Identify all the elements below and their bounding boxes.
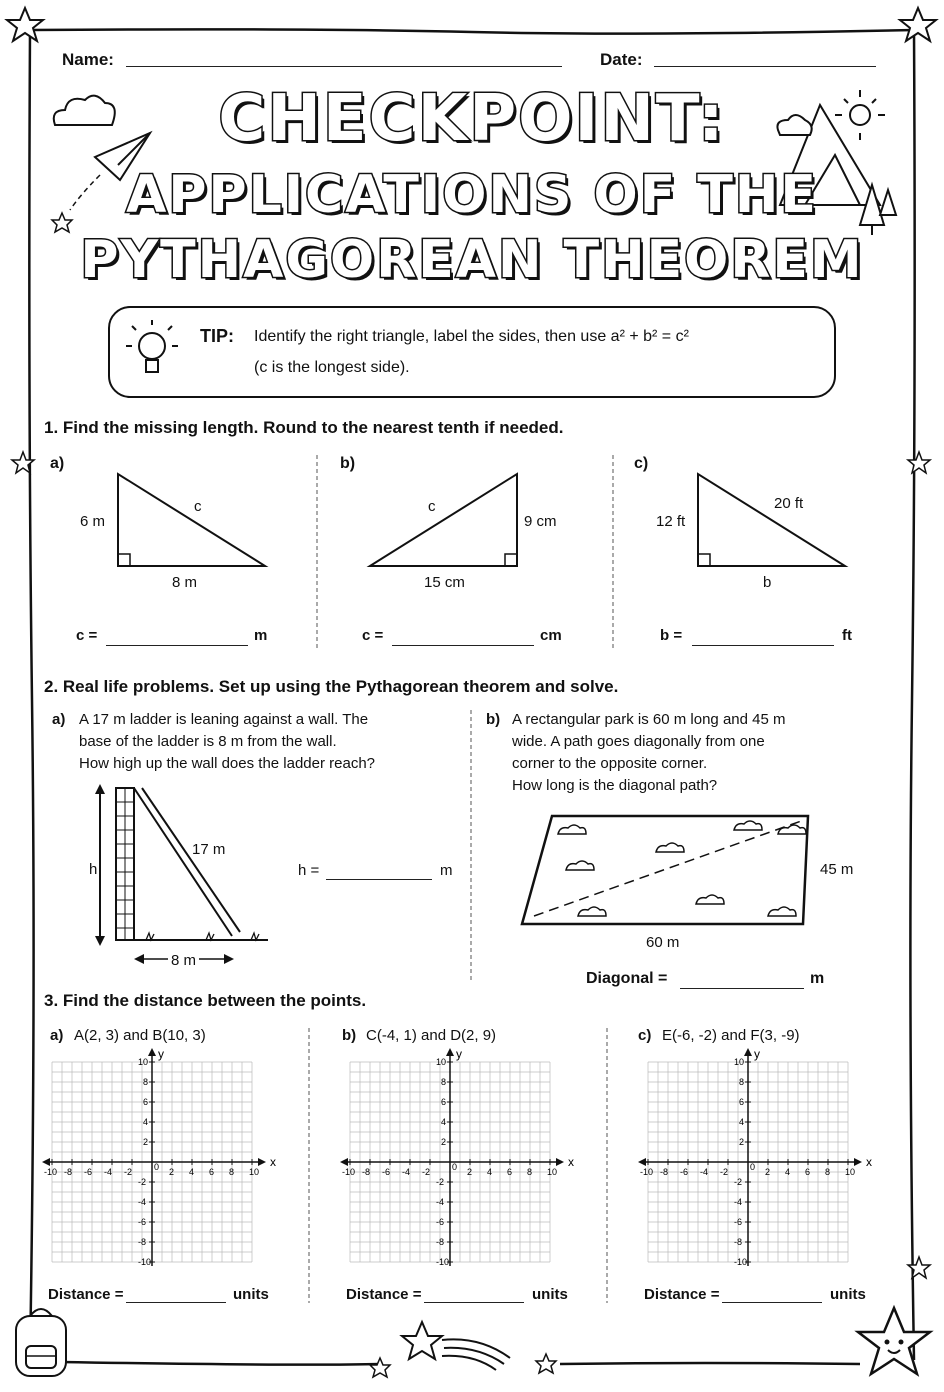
y-tick-label: -6 (436, 1217, 445, 1227)
q3a-label: a) (50, 1027, 64, 1044)
origin-label: 0 (154, 1162, 160, 1172)
y-tick-label: 8 (441, 1077, 447, 1087)
x-tick-label: -4 (700, 1167, 709, 1177)
q2a-answer-field[interactable] (326, 879, 432, 880)
triangle-b (362, 468, 532, 578)
y-tick-label: 8 (739, 1077, 745, 1087)
y-tick-label: 2 (441, 1137, 447, 1147)
q2a-line1: A 17 m ladder is leaning against a wall. The (79, 711, 369, 728)
q1b-side1: 9 cm (524, 513, 557, 530)
section1-heading: 1. Find the missing length. Round to the nearest tenth if needed. (44, 418, 564, 437)
title-line3: PYTHAGOREAN THEOREM (80, 230, 864, 290)
x-tick-label: -10 (342, 1167, 356, 1177)
y-tick-label: -8 (436, 1237, 445, 1247)
backpack-icon (8, 1300, 78, 1384)
q3c-answer-label: Distance = (644, 1286, 720, 1303)
star-icon (906, 1255, 932, 1281)
y-tick-label: -10 (734, 1257, 748, 1267)
q2a-h: h (89, 861, 98, 878)
q3a-answer-field[interactable] (126, 1302, 226, 1303)
y-tick-label: 4 (739, 1117, 745, 1127)
shooting-star-icon (370, 1318, 570, 1380)
x-arrow (42, 1158, 50, 1166)
y-tick-label: 2 (143, 1137, 149, 1147)
title-line1: CHECKPOINT: (218, 82, 726, 156)
q3c-answer-field[interactable] (722, 1302, 822, 1303)
q2b-label: b) (486, 711, 501, 728)
q1b-hyp: c (428, 498, 436, 515)
y-tick-label: -4 (138, 1197, 147, 1207)
x-tick-label: 4 (785, 1167, 791, 1177)
x-tick-label: -10 (640, 1167, 654, 1177)
x-tick-label: 2 (467, 1167, 473, 1177)
x-tick-label: 10 (249, 1167, 260, 1177)
x-arrow (258, 1158, 266, 1166)
q1c-answer-label: b = (660, 627, 683, 644)
q3b-points: C(-4, 1) and D(2, 9) (366, 1027, 497, 1044)
x-tick-label: -8 (362, 1167, 371, 1177)
ladder-diagram (86, 782, 276, 972)
y-tick-label: -8 (734, 1237, 743, 1247)
triangle-a (110, 468, 280, 578)
coordinate-grid-c[interactable] (636, 1047, 876, 1267)
x-tick-label: 4 (189, 1167, 195, 1177)
q1a-side2: 8 m (172, 574, 198, 591)
x-tick-label: 2 (765, 1167, 771, 1177)
smiling-star-icon (852, 1304, 936, 1384)
q1c-hyp: 20 ft (774, 495, 804, 512)
x-tick-label: 10 (845, 1167, 856, 1177)
q3a-unit: units (233, 1286, 269, 1303)
q2a-answer-label: h = (298, 862, 320, 879)
x-tick-label: -8 (64, 1167, 73, 1177)
section2-heading: 2. Real life problems. Set up using the Pythagorean theorem and solve. (44, 677, 619, 696)
y-arrow (446, 1048, 454, 1056)
q3b-answer-label: Distance = (346, 1286, 422, 1303)
q2b-line4: How long is the diagonal path? (512, 777, 718, 794)
grid-svg[interactable] (40, 1047, 280, 1267)
x-tick-label: -6 (680, 1167, 689, 1177)
y-tick-label: -4 (734, 1197, 743, 1207)
q3b-answer-field[interactable] (424, 1302, 524, 1303)
q1c-unit: ft (842, 627, 852, 644)
x-axis-label: x (270, 1155, 276, 1169)
q2b-answer-label: Diagonal = (586, 970, 668, 987)
q1c-missing: b (763, 574, 772, 591)
star-icon (906, 450, 932, 476)
lightbulb-icon (120, 320, 184, 384)
y-tick-label: -8 (138, 1237, 147, 1247)
park-diagram (518, 812, 814, 930)
q2a-label: a) (52, 711, 66, 728)
divider (308, 1028, 310, 1303)
divider (612, 455, 614, 650)
x-tick-label: -2 (422, 1167, 431, 1177)
x-axis-label: x (568, 1155, 574, 1169)
q1a-answer-label: c = (76, 627, 98, 644)
q3a-points: A(2, 3) and B(10, 3) (74, 1027, 206, 1044)
q1a-label: a) (50, 455, 65, 472)
q3c-unit: units (830, 1286, 866, 1303)
x-tick-label: 4 (487, 1167, 493, 1177)
y-tick-label: -2 (138, 1177, 147, 1187)
y-axis-label: y (754, 1047, 760, 1061)
x-tick-label: -2 (720, 1167, 729, 1177)
q2a-base: 8 m (168, 952, 199, 969)
q2a-unit: m (440, 862, 453, 879)
origin-label: 0 (750, 1162, 756, 1172)
grid-svg[interactable] (636, 1047, 876, 1267)
x-tick-label: -6 (84, 1167, 93, 1177)
x-tick-label: 6 (209, 1167, 215, 1177)
x-tick-label: -8 (660, 1167, 669, 1177)
name-field[interactable] (126, 66, 562, 67)
q3a-answer-label: Distance = (48, 1286, 124, 1303)
q1b-side2: 15 cm (424, 574, 465, 591)
x-arrow (638, 1158, 646, 1166)
q3c-label: c) (638, 1027, 652, 1044)
q1c-side1: 12 ft (656, 513, 686, 530)
grid-svg[interactable] (338, 1047, 578, 1267)
x-tick-label: 2 (169, 1167, 175, 1177)
tip-label: TIP: (200, 326, 234, 346)
y-tick-label: -10 (138, 1257, 152, 1267)
x-tick-label: -4 (104, 1167, 113, 1177)
coordinate-grid-b[interactable] (338, 1047, 578, 1267)
title-line2: APPLICATIONS OF THE (126, 165, 818, 225)
y-tick-label: 10 (138, 1057, 149, 1067)
divider (316, 455, 318, 650)
q1a-side1: 6 m (80, 513, 106, 530)
q2a-line3: How high up the wall does the ladder reach? (79, 755, 376, 772)
q1c-answer-field[interactable] (692, 645, 834, 646)
y-axis-label: y (158, 1047, 164, 1061)
q1a-answer-field[interactable] (106, 645, 248, 646)
y-axis-label: y (456, 1047, 462, 1061)
q1b-unit: cm (540, 627, 562, 644)
q1a-hyp: c (194, 498, 202, 515)
q2a-line2: base of the ladder is 8 m from the wall. (79, 733, 337, 750)
y-arrow (744, 1048, 752, 1056)
triangle-c (690, 468, 860, 578)
x-tick-label: -10 (44, 1167, 58, 1177)
y-tick-label: -6 (138, 1217, 147, 1227)
q2a-ladder: 17 m (192, 841, 226, 858)
tip-box (108, 306, 836, 398)
y-arrow (148, 1048, 156, 1056)
name-label: Name: (62, 50, 114, 69)
q1c-label: c) (634, 455, 649, 472)
date-label: Date: (600, 50, 643, 69)
x-tick-label: 6 (805, 1167, 811, 1177)
y-tick-label: -4 (436, 1197, 445, 1207)
date-field[interactable] (654, 66, 876, 67)
star-icon (5, 5, 45, 45)
q1b-answer-field[interactable] (392, 645, 534, 646)
divider (606, 1028, 608, 1303)
x-tick-label: 8 (527, 1167, 533, 1177)
q2b-answer-field[interactable] (680, 988, 804, 989)
q3c-points: E(-6, -2) and F(3, -9) (662, 1027, 800, 1044)
q2b-unit: m (810, 970, 825, 987)
x-tick-label: 6 (507, 1167, 513, 1177)
x-tick-label: 10 (547, 1167, 558, 1177)
y-tick-label: 10 (734, 1057, 745, 1067)
q1b-answer-label: c = (362, 627, 384, 644)
x-arrow (854, 1158, 862, 1166)
y-tick-label: 6 (441, 1097, 447, 1107)
x-tick-label: -6 (382, 1167, 391, 1177)
q2b-line3: corner to the opposite corner. (512, 755, 708, 772)
x-arrow (556, 1158, 564, 1166)
y-tick-label: -6 (734, 1217, 743, 1227)
y-tick-label: 4 (441, 1117, 447, 1127)
y-tick-label: -2 (734, 1177, 743, 1187)
q1a-unit: m (254, 627, 268, 644)
divider (470, 710, 472, 980)
y-tick-label: 10 (436, 1057, 447, 1067)
q3b-unit: units (532, 1286, 568, 1303)
y-tick-label: 6 (143, 1097, 149, 1107)
y-tick-label: -2 (436, 1177, 445, 1187)
y-tick-label: 4 (143, 1117, 149, 1127)
y-tick-label: -10 (436, 1257, 450, 1267)
star-icon (898, 5, 938, 45)
coordinate-grid-a[interactable] (40, 1047, 280, 1267)
tip-text2: (c is the longest side). (254, 359, 410, 376)
y-tick-label: 8 (143, 1077, 149, 1087)
q3b-label: b) (342, 1027, 357, 1044)
q2b-line1: A rectangular park is 60 m long and 45 m (512, 711, 786, 728)
q1b-label: b) (340, 455, 356, 472)
x-tick-label: 8 (229, 1167, 235, 1177)
x-arrow (340, 1158, 348, 1166)
section3-heading: 3. Find the distance between the points. (44, 991, 367, 1010)
q2b-width: 45 m (820, 861, 854, 878)
tip-text1: Identify the right triangle, label the sides, then use a² + b² = c² (254, 328, 689, 345)
q2b-length: 60 m (646, 934, 680, 951)
x-tick-label: -2 (124, 1167, 133, 1177)
origin-label: 0 (452, 1162, 458, 1172)
x-axis-label: x (866, 1155, 872, 1169)
y-tick-label: 6 (739, 1097, 745, 1107)
star-icon (10, 450, 36, 476)
x-tick-label: 8 (825, 1167, 831, 1177)
x-tick-label: -4 (402, 1167, 411, 1177)
q2b-line2: wide. A path goes diagonally from one (512, 733, 765, 750)
y-tick-label: 2 (739, 1137, 745, 1147)
